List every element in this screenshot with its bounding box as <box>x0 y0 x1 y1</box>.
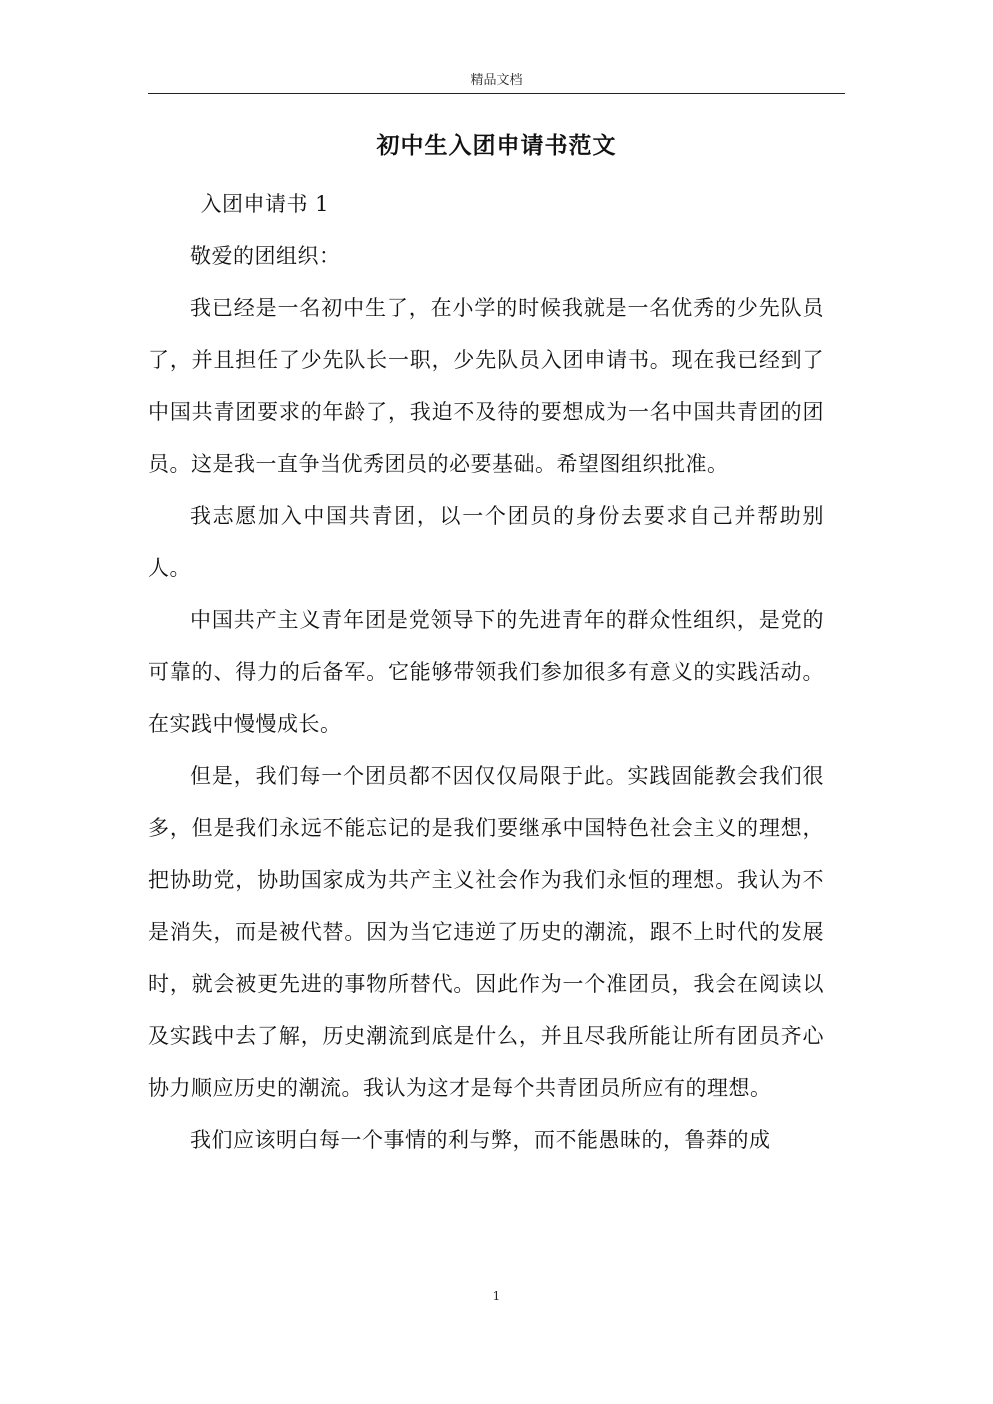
page-number: 1 <box>492 1289 501 1303</box>
header-divider <box>148 93 845 94</box>
paragraph: 我已经是一名初中生了，在小学的时候我就是一名优秀的少先队员了，并且担任了少先队长一职，少先队员入团申请书。现在我已经到了中国共青团要求的年龄了，我迫不及待的要想成为一名中国共青团的团员。这是我一直争当优秀团员的必要基础。希望图组织批准。 <box>148 296 824 476</box>
paragraph: 我们应该明白每一个事情的利与弊，而不能愚昧的，鲁莽的成 <box>190 1128 771 1152</box>
page-header: 精品文档 <box>470 73 523 88</box>
document-title: 初中生入团申请书范文 <box>376 132 617 159</box>
subheading: 入团申请书 1 <box>200 192 330 216</box>
salutation: 敬爱的团组织： <box>190 244 341 268</box>
paragraph: 中国共产主义青年团是党领导下的先进青年的群众性组织，是党的可靠的、得力的后备军。它能够带领我们参加很多有意义的实践活动。在实践中慢慢成长。 <box>148 608 824 736</box>
paragraph: 我志愿加入中国共青团，以一个团员的身份去要求自己并帮助别人。 <box>148 504 824 580</box>
document-body <box>148 178 824 1166</box>
paragraph: 但是，我们每一个团员都不因仅仅局限于此。实践固能教会我们很多，但是我们永远不能忘记的是我们要继承中国特色社会主义的理想，把协助党，协助国家成为共产主义社会作为我们永恒的理想。我认为不是消失，而是被代替。因为当它违逆了历史的潮流，跟不上时代的发展时，就会被更先进的事物所替代。因此作为一个准团员，我会在阅读以及实践中去了解，历史潮流到底是什么，并且尽我所能让所有团员齐心协力顺应历史的潮流。我认为这才是每个共青团员所应有的理想。 <box>148 764 824 1100</box>
